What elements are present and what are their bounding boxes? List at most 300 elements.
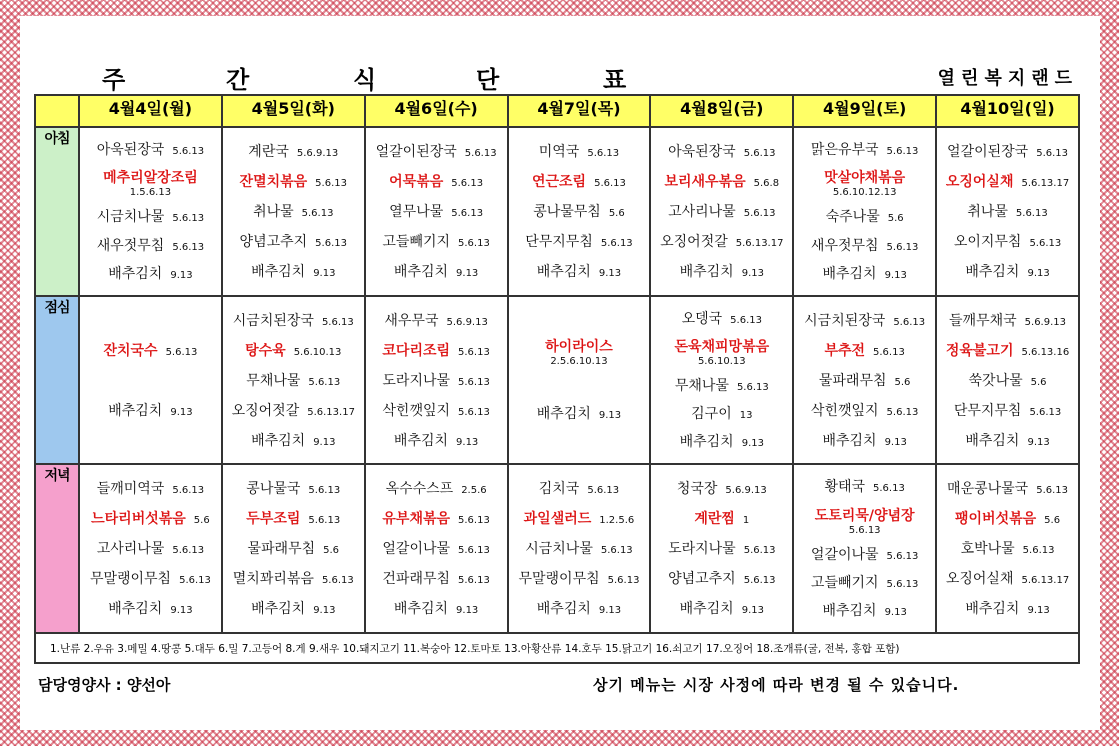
allergen-codes: 5.6.13 — [886, 406, 919, 418]
allergen-codes: 5.6.13 — [607, 575, 640, 587]
dish-name: 배추김치 — [393, 601, 449, 618]
menu-item — [651, 261, 792, 281]
allergen-codes: 5.6.13 — [458, 376, 490, 388]
allergen-codes: 5.6.13 — [600, 545, 633, 557]
menu-item — [794, 572, 935, 592]
allergen-codes: 5.6.13 — [743, 208, 776, 219]
dish-name: 삭힌깻잎지 — [382, 402, 451, 419]
allergen-codes: 5.6.13 — [886, 550, 919, 562]
menu-item — [223, 598, 364, 618]
allergen-codes: 5.6.13.17 — [735, 238, 784, 249]
dish-name: 배추김치 — [679, 434, 734, 451]
allergen-codes: 5.6.9.13 — [1024, 316, 1067, 328]
dish-name: 콩나물무침 — [533, 204, 601, 220]
allergen-codes: 5.6.8 — [753, 178, 780, 189]
day-header: 4월4일(월) — [79, 95, 222, 127]
day-header: 4월5일(화) — [222, 95, 365, 127]
allergen-codes: 5.6.13 — [321, 316, 354, 328]
menu-item — [651, 201, 792, 221]
menu-cell — [936, 296, 1079, 465]
menu-cell — [936, 464, 1079, 633]
menu-item — [80, 598, 221, 618]
allergen-codes: 5.6.13 — [1036, 148, 1069, 159]
title-char: 간 — [226, 66, 250, 94]
menu-item — [937, 568, 1078, 588]
allergen-codes: 5.6.13 — [893, 316, 926, 328]
menu-cell — [793, 127, 936, 296]
allergen-codes: 5.6.13 — [743, 148, 776, 159]
allergen-codes: 9.13 — [598, 410, 622, 422]
menu-item — [794, 310, 935, 330]
menu-item — [651, 431, 792, 451]
dish-name: 계란국 — [248, 144, 289, 160]
menu-cell — [79, 296, 222, 465]
allergen-codes: 5.6.13 — [172, 146, 205, 158]
allergen-codes: 5.6.13 — [743, 545, 776, 557]
menu-item — [937, 201, 1078, 221]
menu-item — [80, 538, 221, 558]
allergen-codes: 5.6.13 — [308, 485, 341, 497]
dish-name: 양념고추지 — [239, 234, 308, 250]
menu-item — [366, 400, 507, 420]
allergen-codes: 5.6.13 — [1015, 208, 1048, 219]
allergen-codes: 5.6.13 — [886, 241, 919, 253]
menu-item — [937, 340, 1078, 360]
dish-name: 새우젓무침 — [96, 237, 165, 254]
dish-name: 호박나물 — [960, 541, 1015, 558]
allergen-codes: 5.6.10.12.13 — [832, 187, 897, 199]
menu-item — [794, 544, 935, 564]
menu-item — [509, 478, 650, 498]
dish-name: 고들빼기지 — [382, 234, 451, 250]
allergen-codes: 9.13 — [1027, 268, 1050, 279]
corner-cell — [35, 95, 79, 127]
menu-item — [223, 201, 364, 221]
allergen-codes: 5.6.13 — [458, 575, 490, 587]
dish-name: 배추김치 — [536, 264, 591, 280]
allergen-codes: 2.5.6 — [461, 485, 487, 497]
menu-item — [366, 261, 507, 281]
dish-name: 무채나물 — [674, 378, 729, 395]
dish-name: 단무지무침 — [525, 234, 593, 250]
dish-name: 계란찜 — [694, 511, 735, 528]
menu-item — [223, 231, 364, 251]
allergen-codes: 5.6.13 — [165, 346, 198, 358]
dish-name: 오징어젓갈 — [231, 402, 300, 419]
weekly-menu-table — [34, 94, 1080, 634]
allergen-codes: 9.13 — [170, 605, 193, 617]
allergen-codes: 5.6.13 — [1029, 406, 1062, 418]
allergen-codes: 5.6.13 — [587, 485, 620, 497]
menu-item — [80, 568, 221, 588]
menu-item — [651, 375, 792, 395]
change-notice: 상기 메뉴는 시장 사정에 따라 변경 될 수 있습니다. — [593, 676, 960, 694]
allergen-codes: 5.6.13 — [458, 406, 490, 418]
menu-sheet — [20, 16, 1100, 730]
allergen-codes: 5.6.13 — [730, 314, 762, 326]
menu-cell — [936, 127, 1079, 296]
menu-item — [366, 538, 507, 558]
menu-cell — [222, 464, 365, 633]
dish-name: 얼갈이된장국 — [947, 144, 1029, 160]
dish-name: 열무나물 — [389, 204, 444, 220]
allergen-codes: 5.6.13 — [315, 238, 347, 249]
dish-name: 맑은유부국 — [810, 142, 879, 159]
menu-item — [223, 171, 364, 191]
menu-item — [937, 231, 1078, 251]
dish-name: 배추김치 — [536, 601, 591, 618]
menu-item — [223, 538, 364, 558]
menu-item — [794, 206, 935, 226]
dish-name: 메추리알장조림 — [103, 170, 198, 187]
allergen-codes: 5.6.13 — [458, 346, 490, 358]
day-header: 4월8일(금) — [650, 95, 793, 127]
allergen-codes: 5.6.13 — [172, 241, 205, 253]
menu-cell — [365, 464, 508, 633]
allergen-codes: 5.6.13 — [600, 238, 633, 249]
allergen-codes: 5.6.13.17 — [1021, 178, 1070, 189]
menu-item — [223, 568, 364, 588]
dish-name: 맛살야채볶음 — [824, 170, 906, 187]
allergen-codes: 9.13 — [313, 436, 336, 448]
dish-name: 배추김치 — [965, 601, 1020, 618]
title-char: 식 — [353, 66, 377, 94]
dish-name: 돈육채피망볶음 — [674, 338, 770, 355]
dish-name: 배추김치 — [108, 265, 163, 282]
allergen-codes: 5.6.13 — [179, 575, 211, 587]
allergen-codes: 5.6.13 — [458, 545, 490, 557]
menu-item — [651, 141, 792, 161]
allergen-codes: 13 — [739, 410, 753, 422]
dish-name: 김구이 — [691, 406, 732, 423]
dish-name: 배추김치 — [822, 603, 877, 620]
dish-name: 옥수수스프 — [385, 481, 454, 498]
dish-name: 배추김치 — [251, 601, 306, 618]
title-char: 표 — [603, 66, 627, 94]
dish-name: 무채나물 — [246, 372, 301, 389]
dish-name: 물파래무침 — [818, 372, 887, 389]
menu-item — [366, 310, 507, 330]
day-header: 4월9일(토) — [793, 95, 936, 127]
menu-item — [794, 340, 935, 360]
menu-cell — [79, 464, 222, 633]
dish-name: 매운콩나물국 — [947, 481, 1029, 498]
dish-name: 잔치국수 — [103, 342, 158, 359]
dish-name: 연근조림 — [531, 174, 587, 190]
allergen-codes: 9.13 — [313, 605, 336, 617]
allergen-codes: 5.6.13 — [172, 485, 205, 497]
allergen-codes: 5.6.13 — [308, 376, 341, 388]
meal-row — [35, 296, 1079, 465]
menu-item — [937, 430, 1078, 450]
day-header: 4월6일(수) — [365, 95, 508, 127]
allergen-codes: 9.13 — [1027, 605, 1050, 617]
allergen-codes: 5.6.13 — [743, 575, 776, 587]
allergen-codes: 5.6.13 — [451, 208, 484, 219]
menu-item — [223, 370, 364, 390]
allergen-codes: 5.6.13 — [451, 178, 484, 189]
menu-cell — [650, 296, 793, 465]
menu-item — [937, 141, 1078, 161]
allergen-codes: 9.13 — [598, 605, 622, 617]
allergen-codes: 5.6.13 — [458, 515, 490, 527]
allergen-codes: 5.6.13.16 — [1021, 346, 1070, 358]
menu-cell — [508, 127, 651, 296]
menu-cell — [79, 127, 222, 296]
allergen-codes: 5.6 — [1030, 376, 1047, 388]
allergen-codes: 9.13 — [741, 605, 764, 617]
menu-item — [651, 598, 792, 618]
dish-name: 황태국 — [824, 479, 866, 496]
menu-item — [223, 310, 364, 330]
dish-name: 오징어실채 — [945, 174, 1014, 190]
organization-name: 열린복지랜드 — [937, 68, 1078, 89]
menu-item — [80, 478, 221, 498]
dish-name: 새우젓무침 — [810, 237, 879, 254]
dish-name: 고들빼기지 — [810, 574, 879, 591]
allergen-codes: 9.13 — [884, 269, 907, 281]
menu-item — [651, 336, 792, 367]
menu-item — [80, 167, 221, 198]
menu-item — [937, 400, 1078, 420]
menu-item — [366, 231, 507, 251]
menu-item — [509, 403, 650, 423]
menu-item — [80, 263, 221, 283]
day-header-row — [35, 95, 1079, 127]
menu-item — [223, 340, 364, 360]
dish-name: 오징어젓갈 — [660, 234, 728, 250]
dish-name: 콩나물국 — [246, 481, 301, 498]
dish-name: 배추김치 — [393, 264, 449, 280]
menu-item — [509, 201, 650, 221]
menu-cell — [793, 464, 936, 633]
dish-name: 도토리묵/양념장 — [814, 507, 915, 524]
allergen-codes: 5.6 — [323, 545, 340, 557]
dish-name: 시금치나물 — [525, 541, 593, 558]
allergen-codes: 5.6.13 — [873, 346, 905, 358]
title-char: 주 — [102, 66, 126, 94]
menu-cell — [793, 296, 936, 465]
dish-name: 취나물 — [253, 204, 294, 220]
dish-name: 두부조림 — [246, 511, 301, 528]
dish-name: 배추김치 — [822, 432, 877, 449]
dish-name: 아욱된장국 — [668, 144, 736, 160]
dish-name: 과일샐러드 — [523, 511, 592, 528]
menu-item — [509, 598, 650, 618]
menu-cell — [222, 127, 365, 296]
menu-item — [651, 231, 792, 251]
allergen-codes: 5.6 — [887, 213, 904, 225]
dish-name: 보리새우볶음 — [664, 174, 746, 190]
menu-item — [937, 310, 1078, 330]
menu-cell — [508, 464, 651, 633]
allergen-codes: 1 — [742, 515, 750, 527]
menu-item — [509, 508, 650, 528]
menu-item — [509, 171, 650, 191]
allergen-codes: 5.6.13 — [873, 483, 905, 495]
menu-item — [509, 538, 650, 558]
allergen-codes: 5.6 — [1044, 515, 1061, 527]
allergen-codes: 5.6.13 — [736, 382, 769, 394]
allergen-codes: 9.13 — [884, 607, 907, 619]
menu-item — [794, 476, 935, 496]
dish-name: 정육불고기 — [945, 342, 1014, 359]
dish-name: 얼갈이된장국 — [375, 144, 457, 160]
dish-name: 시금치나물 — [96, 209, 165, 226]
allergen-codes: 2.5.6.10.13 — [550, 355, 608, 367]
allergen-codes: 5.6.10.13 — [293, 346, 342, 358]
menu-item — [937, 370, 1078, 390]
allergen-codes: 5.6.9.13 — [446, 316, 488, 328]
menu-item — [80, 508, 221, 528]
menu-item — [80, 139, 221, 159]
allergen-legend: 1.난류 2.우유 3.메밀 4.땅콩 5.대두 6.밀 7.고등어 8.게 9.새우 10.돼지고기 11.복숭아 12.토마토 13.아황산류 14.호두 15.닭고기 16.쇠고기 17.오징어 18.조개류(굴, 전복, 홍합 포함) — [34, 634, 1080, 664]
dish-name: 시금치된장국 — [232, 312, 314, 329]
dish-name: 배추김치 — [822, 265, 877, 282]
dish-name: 얼갈이나물 — [382, 541, 451, 558]
meal-row — [35, 464, 1079, 633]
dish-name: 배추김치 — [251, 432, 306, 449]
menu-item — [794, 235, 935, 255]
allergen-codes: 9.13 — [456, 268, 479, 279]
dish-name: 물파래무침 — [247, 541, 316, 558]
allergen-codes: 5.6 — [894, 376, 911, 388]
dietitian-name: 담당영양사 : 양선아 — [38, 676, 171, 694]
allergen-codes: 5.6.10.13 — [697, 355, 746, 367]
dish-name: 배추김치 — [108, 601, 163, 618]
dish-name: 잔멸치볶음 — [239, 174, 308, 190]
allergen-codes: 5.6.13 — [308, 515, 341, 527]
menu-item — [366, 201, 507, 221]
dish-name: 배추김치 — [965, 264, 1020, 280]
dish-name: 배추김치 — [108, 402, 163, 419]
dish-name: 배추김치 — [679, 601, 734, 618]
menu-item — [509, 231, 650, 251]
dish-name: 부추전 — [824, 342, 866, 359]
allergen-codes: 5.6.9.13 — [725, 485, 767, 497]
dish-name: 오뎅국 — [681, 310, 723, 327]
menu-item — [937, 598, 1078, 618]
allergen-codes: 9.13 — [170, 269, 193, 281]
allergen-codes: 5.6.13 — [1022, 545, 1055, 557]
allergen-codes: 5.6.13 — [886, 146, 919, 158]
allergen-codes: 9.13 — [741, 438, 764, 450]
allergen-codes: 1.2.5.6 — [599, 515, 635, 527]
dish-name: 배추김치 — [679, 264, 734, 280]
allergen-codes: 5.6.13 — [464, 148, 497, 159]
menu-item — [509, 261, 650, 281]
menu-item — [366, 430, 507, 450]
menu-item — [794, 263, 935, 283]
menu-item — [366, 478, 507, 498]
menu-item — [509, 568, 650, 588]
allergen-codes: 5.6.13 — [315, 178, 347, 189]
dish-name: 무말랭이무침 — [518, 571, 600, 588]
allergen-codes: 5.6.13 — [1036, 485, 1069, 497]
allergen-codes: 9.13 — [313, 268, 336, 279]
dish-name: 청국장 — [676, 481, 718, 498]
meal-row — [35, 127, 1079, 296]
menu-item — [651, 568, 792, 588]
menu-item — [937, 508, 1078, 528]
menu-item — [80, 235, 221, 255]
menu-item — [651, 403, 792, 423]
allergen-codes: 9.13 — [741, 268, 764, 279]
menu-item — [366, 568, 507, 588]
menu-cell — [365, 296, 508, 465]
allergen-codes: 5.6.13 — [321, 575, 354, 587]
allergen-codes: 5.6.13 — [886, 578, 919, 590]
dish-name: 건파래무침 — [382, 571, 451, 588]
day-header: 4월7일(목) — [508, 95, 651, 127]
menu-item — [651, 478, 792, 498]
menu-item — [651, 508, 792, 528]
allergen-codes: 9.13 — [456, 436, 479, 448]
menu-item — [651, 538, 792, 558]
menu-item — [937, 171, 1078, 191]
allergen-codes: 9.13 — [1027, 436, 1050, 448]
dish-name: 도라지나물 — [382, 372, 451, 389]
allergen-codes: 5.6.13.17 — [307, 406, 355, 418]
title-char: 단 — [476, 66, 500, 94]
menu-item — [366, 340, 507, 360]
menu-item — [651, 171, 792, 191]
menu-item — [223, 508, 364, 528]
menu-cell — [222, 296, 365, 465]
menu-item — [937, 538, 1078, 558]
dish-name: 느타리버섯볶음 — [91, 511, 186, 528]
allergen-codes: 1.5.6.13 — [129, 187, 172, 199]
menu-cell — [508, 296, 651, 465]
dish-name: 무말랭이무침 — [89, 571, 172, 588]
dish-name: 고사리나물 — [668, 204, 736, 220]
menu-item — [223, 400, 364, 420]
menu-item — [937, 261, 1078, 281]
dish-name: 탕수육 — [245, 342, 286, 359]
menu-item — [80, 400, 221, 420]
menu-item — [366, 508, 507, 528]
dish-name: 오징어실채 — [945, 571, 1014, 588]
dish-name: 어묵볶음 — [389, 174, 444, 190]
allergen-codes: 9.13 — [884, 436, 907, 448]
menu-item — [509, 141, 650, 161]
dish-name: 얼갈이나물 — [810, 546, 879, 563]
menu-item — [366, 598, 507, 618]
dish-name: 미역국 — [538, 144, 580, 160]
menu-item — [366, 171, 507, 191]
dish-name: 코다리조림 — [382, 342, 451, 359]
menu-item — [80, 340, 221, 360]
menu-cell — [365, 127, 508, 296]
menu-item — [794, 370, 935, 390]
allergen-codes: 5.6.13 — [172, 213, 205, 225]
dish-name: 하이라이스 — [545, 338, 613, 355]
allergen-codes: 5.6.13.17 — [1021, 575, 1070, 587]
dish-name: 아욱된장국 — [96, 142, 165, 159]
allergen-codes: 9.13 — [170, 406, 193, 418]
menu-cell — [650, 127, 793, 296]
allergen-codes: 5.6.13 — [848, 524, 881, 536]
dish-name: 팽이버섯볶음 — [955, 511, 1037, 528]
meal-label: 아침 — [35, 127, 79, 296]
allergen-codes: 5.6.13 — [594, 178, 626, 189]
day-header: 4월10일(일) — [936, 95, 1079, 127]
dish-name: 새우무국 — [384, 312, 439, 329]
dish-name: 삭힌깻잎지 — [810, 402, 879, 419]
dish-name: 배추김치 — [536, 406, 591, 423]
menu-cell — [650, 464, 793, 633]
dish-name: 배추김치 — [965, 432, 1020, 449]
